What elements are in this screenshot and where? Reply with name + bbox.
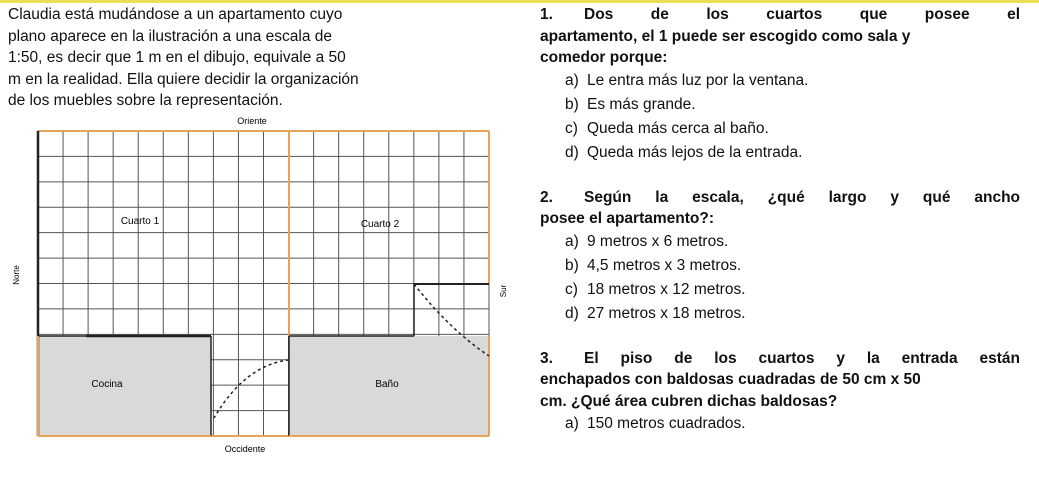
intro-line: Claudia está mudándose a un apartamento cuyo bbox=[8, 6, 343, 23]
label-room2: Cuarto 2 bbox=[360, 219, 400, 230]
option-a[interactable]: a) 9 metros x 6 metros. bbox=[565, 232, 729, 250]
label-kitchen: Cocina bbox=[91, 379, 123, 390]
question-number: 3. bbox=[540, 349, 553, 367]
label-bath: Baño bbox=[375, 379, 399, 390]
intro-line: de los muebles sobre la representación. bbox=[8, 92, 283, 109]
label-south: Sur bbox=[499, 284, 508, 298]
question-3 bbox=[540, 348, 1020, 437]
label-west: Occidente bbox=[224, 444, 266, 454]
floor-plan bbox=[0, 112, 530, 472]
question-text: cm. ¿Qué área cubren dichas baldosas? bbox=[540, 392, 838, 410]
option-c[interactable]: c) 18 metros x 12 metros. bbox=[565, 280, 746, 298]
bath-door-swing bbox=[214, 360, 289, 418]
option-a[interactable]: a) 150 metros cuadrados. bbox=[565, 415, 746, 432]
option-a[interactable]: a) Le entra más luz por la ventana. bbox=[565, 71, 809, 89]
question-text: apartamento, el 1 puede ser escogido como sala y bbox=[540, 27, 911, 45]
top-highlight-line bbox=[0, 0, 1039, 3]
option-b[interactable]: b) 4,5 metros x 3 metros. bbox=[565, 256, 742, 274]
question-1 bbox=[540, 4, 1020, 165]
question-text: comedor porque: bbox=[540, 49, 668, 66]
question-text: posee el apartamento?: bbox=[540, 210, 714, 227]
intro-line: plano aparece en la ilustración a una escala de bbox=[8, 27, 333, 45]
label-room1: Cuarto 1 bbox=[120, 216, 160, 227]
question-text: Según la escala, ¿qué largo y qué ancho bbox=[584, 188, 1020, 206]
option-c[interactable]: c) Queda más cerca al baño. bbox=[565, 119, 769, 137]
question-2 bbox=[540, 187, 1020, 326]
question-number: 2. bbox=[540, 188, 553, 206]
intro-line: m en la realidad. Ella quiere decidir la organización bbox=[8, 70, 359, 88]
option-d[interactable]: d) Queda más lejos de la entrada. bbox=[565, 143, 803, 161]
label-north: Norte bbox=[12, 265, 21, 285]
label-east: Oriente bbox=[237, 116, 267, 126]
questions-column bbox=[540, 4, 1020, 436]
intro-paragraph bbox=[8, 4, 463, 112]
option-b[interactable]: b) Es más grande. bbox=[565, 95, 696, 113]
question-text: Dos de los cuartos que posee el bbox=[584, 6, 1020, 23]
question-text: enchapados con baldosas cuadradas de 50 cm x 50 bbox=[540, 371, 921, 388]
option-d[interactable]: d) 27 metros x 18 metros. bbox=[565, 304, 746, 322]
question-text: El piso de los cuartos y la entrada están bbox=[584, 349, 1020, 367]
intro-line: 1:50, es decir que 1 m en el dibujo, equivale a 50 bbox=[8, 49, 346, 66]
question-number: 1. bbox=[540, 6, 553, 23]
